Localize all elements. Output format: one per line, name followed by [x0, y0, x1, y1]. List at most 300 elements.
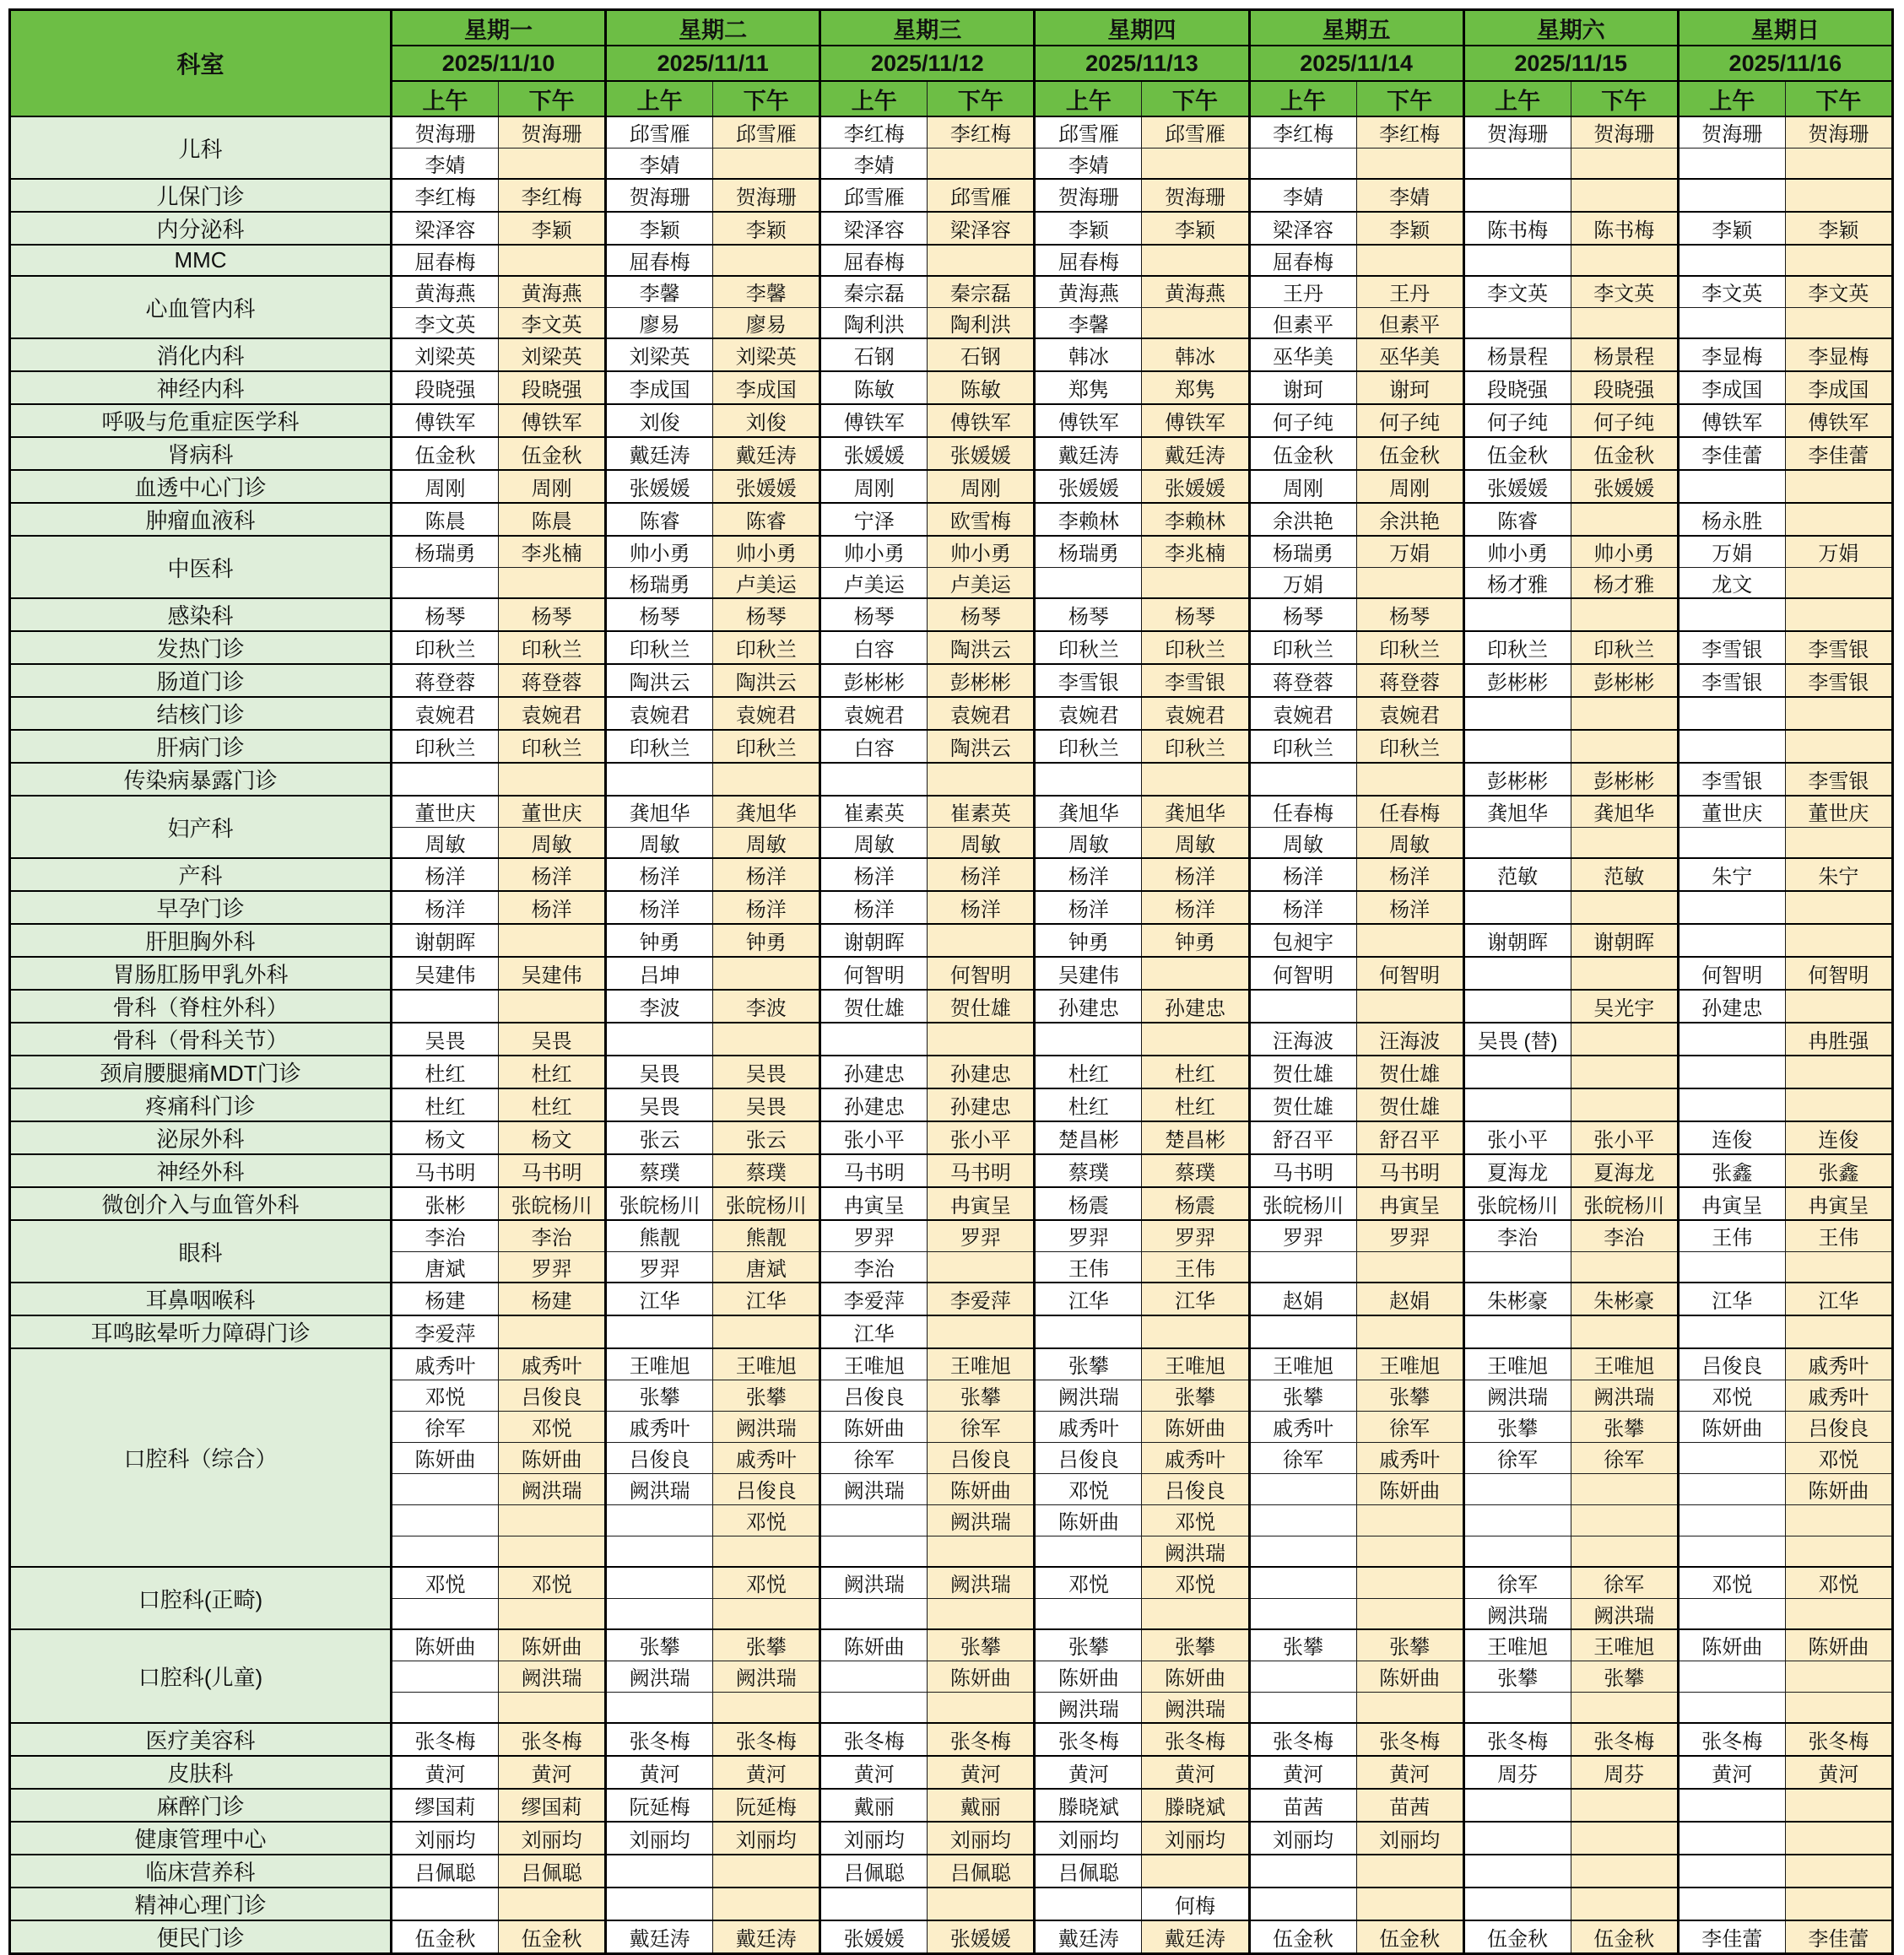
schedule-cell: 贺仕雄	[1249, 1088, 1356, 1121]
date-header-sat: 2025/11/15	[1463, 46, 1678, 81]
schedule-cell: 陈书梅	[1463, 212, 1571, 245]
schedule-cell: 罗羿	[499, 1251, 606, 1283]
schedule-cell: 周敏	[713, 827, 820, 858]
schedule-cell: 伍金秋	[1356, 1920, 1463, 1954]
schedule-cell	[499, 1504, 606, 1536]
schedule-cell: 印秋兰	[1249, 631, 1356, 664]
schedule-cell: 袁婉君	[606, 697, 713, 730]
schedule-cell: 吕佩聪	[928, 1855, 1035, 1887]
schedule-cell: 朱彬豪	[1571, 1283, 1678, 1315]
schedule-cell	[1356, 1504, 1463, 1536]
schedule-cell: 吴建伟	[499, 957, 606, 990]
schedule-cell: 夏海龙	[1463, 1154, 1571, 1187]
schedule-cell: 张冬梅	[820, 1723, 928, 1756]
schedule-cell: 梁泽容	[392, 212, 499, 245]
schedule-cell: 李雪银	[1035, 664, 1142, 697]
schedule-cell: 印秋兰	[1356, 730, 1463, 763]
pm-header: 下午	[713, 81, 820, 116]
schedule-cell: 彭彬彬	[1571, 664, 1678, 697]
schedule-cell: 印秋兰	[1035, 631, 1142, 664]
day-header-mon: 星期一	[392, 10, 606, 46]
schedule-cell: 冉胜强	[1785, 1023, 1892, 1056]
schedule-cell: 石钢	[820, 338, 928, 371]
schedule-cell: 贺仕雄	[1249, 1056, 1356, 1088]
pm-header: 下午	[1356, 81, 1463, 116]
schedule-cell	[1678, 598, 1785, 631]
date-header-wed: 2025/11/12	[820, 46, 1035, 81]
schedule-cell	[392, 1661, 499, 1692]
day-header-tue: 星期二	[606, 10, 820, 46]
table-row	[10, 598, 1893, 631]
schedule-cell: 彭彬彬	[1463, 664, 1571, 697]
schedule-cell: 吕佩聪	[392, 1855, 499, 1887]
schedule-cell: 张媛媛	[928, 437, 1035, 470]
schedule-cell: 何智明	[928, 957, 1035, 990]
schedule-cell	[499, 763, 606, 796]
schedule-cell	[1571, 1789, 1678, 1822]
schedule-cell: 帅小勇	[713, 536, 820, 567]
department-label: 内分泌科	[10, 212, 392, 245]
schedule-cell: 周芬	[1463, 1756, 1571, 1789]
schedule-cell: 吕俊良	[1678, 1348, 1785, 1380]
schedule-cell: 罗羿	[1249, 1220, 1356, 1251]
schedule-cell: 傅铁军	[820, 404, 928, 437]
date-header-tue: 2025/11/11	[606, 46, 820, 81]
schedule-cell	[1785, 924, 1892, 957]
schedule-cell	[1142, 567, 1249, 598]
schedule-cell	[820, 1504, 928, 1536]
am-header: 上午	[392, 81, 499, 116]
schedule-cell: 陈妍曲	[928, 1473, 1035, 1504]
schedule-cell: 何智明	[1356, 957, 1463, 990]
schedule-cell: 何梅	[1142, 1887, 1249, 1920]
schedule-cell: 张攀	[1571, 1411, 1678, 1442]
schedule-cell: 江华	[1678, 1283, 1785, 1315]
table-row	[10, 1220, 1893, 1251]
schedule-cell: 李爱萍	[820, 1283, 928, 1315]
schedule-cell: 袁婉君	[713, 697, 820, 730]
schedule-cell: 白容	[820, 631, 928, 664]
department-label: 麻醉门诊	[10, 1789, 392, 1822]
schedule-cell	[713, 957, 820, 990]
schedule-cell: 袁婉君	[928, 697, 1035, 730]
schedule-cell: 杨洋	[392, 858, 499, 891]
schedule-cell: 黄海燕	[392, 276, 499, 307]
schedule-cell	[1785, 697, 1892, 730]
schedule-cell	[1678, 148, 1785, 179]
schedule-cell: 张皖杨川	[1463, 1187, 1571, 1220]
schedule-cell: 马书明	[928, 1154, 1035, 1187]
schedule-cell: 阙洪瑞	[1463, 1380, 1571, 1411]
schedule-cell: 屈春梅	[392, 245, 499, 276]
schedule-cell: 冉寅呈	[1678, 1187, 1785, 1220]
schedule-cell: 陈妍曲	[392, 1629, 499, 1661]
schedule-cell	[820, 1661, 928, 1692]
date-header-thu: 2025/11/13	[1035, 46, 1249, 81]
schedule-cell: 李波	[606, 990, 713, 1023]
schedule-cell: 印秋兰	[1571, 631, 1678, 664]
schedule-cell: 杜红	[392, 1088, 499, 1121]
schedule-cell	[1571, 730, 1678, 763]
schedule-cell	[1678, 891, 1785, 924]
schedule-cell	[1678, 1536, 1785, 1567]
pm-header: 下午	[1142, 81, 1249, 116]
schedule-cell: 黄海燕	[1035, 276, 1142, 307]
schedule-cell	[1035, 1598, 1142, 1629]
schedule-cell	[1463, 730, 1571, 763]
schedule-cell: 黄河	[1356, 1756, 1463, 1789]
table-row	[10, 276, 1893, 307]
schedule-cell: 谢朝晖	[392, 924, 499, 957]
schedule-cell: 吕俊良	[1142, 1473, 1249, 1504]
date-header-mon: 2025/11/10	[392, 46, 606, 81]
schedule-cell	[499, 567, 606, 598]
schedule-cell: 苗茜	[1249, 1789, 1356, 1822]
schedule-cell	[713, 1023, 820, 1056]
date-header-fri: 2025/11/14	[1249, 46, 1463, 81]
schedule-cell: 戴廷涛	[1142, 1920, 1249, 1954]
schedule-cell: 张冬梅	[713, 1723, 820, 1756]
schedule-cell: 龚旭华	[713, 796, 820, 827]
schedule-cell: 李文英	[1463, 276, 1571, 307]
schedule-cell	[606, 1855, 713, 1887]
schedule-cell: 董世庆	[392, 796, 499, 827]
schedule-cell: 吴畏	[713, 1088, 820, 1121]
schedule-cell: 杨景程	[1571, 338, 1678, 371]
schedule-cell: 傅铁军	[1785, 404, 1892, 437]
schedule-cell	[1785, 1855, 1892, 1887]
schedule-cell: 邱雪雁	[1035, 116, 1142, 148]
schedule-cell	[1785, 598, 1892, 631]
schedule-cell: 张皖杨川	[713, 1187, 820, 1220]
schedule-cell: 刘丽均	[1249, 1822, 1356, 1855]
schedule-cell: 傅铁军	[499, 404, 606, 437]
schedule-cell: 李颖	[1035, 212, 1142, 245]
schedule-cell	[392, 1473, 499, 1504]
schedule-cell: 刘丽均	[928, 1822, 1035, 1855]
schedule-cell: 李成国	[1785, 371, 1892, 404]
schedule-cell	[1356, 148, 1463, 179]
schedule-cell: 杨洋	[713, 858, 820, 891]
schedule-cell	[1571, 179, 1678, 212]
schedule-cell	[606, 1598, 713, 1629]
schedule-cell: 李婧	[1249, 179, 1356, 212]
schedule-cell: 陈妍曲	[820, 1411, 928, 1442]
schedule-cell: 刘丽均	[606, 1822, 713, 1855]
schedule-cell: 孙建忠	[1142, 990, 1249, 1023]
schedule-cell: 何子纯	[1249, 404, 1356, 437]
schedule-cell: 吕俊良	[820, 1380, 928, 1411]
schedule-cell: 李成国	[606, 371, 713, 404]
schedule-cell: 蔡璞	[606, 1154, 713, 1187]
schedule-cell: 段晓强	[1571, 371, 1678, 404]
schedule-cell	[499, 1536, 606, 1567]
schedule-cell: 罗羿	[1035, 1220, 1142, 1251]
schedule-cell: 李治	[1463, 1220, 1571, 1251]
schedule-cell: 徐军	[392, 1411, 499, 1442]
schedule-cell: 黄河	[606, 1756, 713, 1789]
schedule-cell: 龙文	[1678, 567, 1785, 598]
schedule-cell: 唐斌	[392, 1251, 499, 1283]
am-header: 上午	[820, 81, 928, 116]
schedule-cell: 舒召平	[1249, 1121, 1356, 1154]
schedule-cell: 傅铁军	[392, 404, 499, 437]
schedule-cell	[1463, 1315, 1571, 1348]
schedule-cell: 戴丽	[928, 1789, 1035, 1822]
schedule-cell: 余洪艳	[1249, 503, 1356, 536]
schedule-cell: 龚旭华	[606, 796, 713, 827]
schedule-cell	[1678, 1023, 1785, 1056]
schedule-cell	[1249, 1567, 1356, 1598]
schedule-cell: 连俊	[1678, 1121, 1785, 1154]
schedule-cell	[1785, 990, 1892, 1023]
schedule-cell: 蔡璞	[1142, 1154, 1249, 1187]
schedule-cell: 张皖杨川	[1249, 1187, 1356, 1220]
schedule-cell: 赵娟	[1249, 1283, 1356, 1315]
schedule-cell: 袁婉君	[1035, 697, 1142, 730]
duty-schedule-table	[8, 8, 1894, 1955]
schedule-cell: 杜红	[1142, 1088, 1249, 1121]
schedule-cell: 周刚	[928, 470, 1035, 503]
schedule-cell: 万娟	[1249, 567, 1356, 598]
schedule-cell: 李赖林	[1035, 503, 1142, 536]
schedule-cell: 阙洪瑞	[606, 1661, 713, 1692]
schedule-cell	[1035, 1023, 1142, 1056]
schedule-cell	[1463, 891, 1571, 924]
schedule-cell: 罗羿	[1356, 1220, 1463, 1251]
schedule-cell: 伍金秋	[1249, 437, 1356, 470]
schedule-cell: 夏海龙	[1571, 1154, 1678, 1187]
schedule-cell: 江华	[713, 1283, 820, 1315]
schedule-cell: 戚秀叶	[392, 1348, 499, 1380]
schedule-cell: 陈妍曲	[1785, 1629, 1892, 1661]
schedule-cell: 杜红	[499, 1088, 606, 1121]
schedule-cell: 王伟	[1142, 1251, 1249, 1283]
table-header	[10, 10, 1893, 117]
schedule-cell: 李婧	[820, 148, 928, 179]
schedule-cell	[606, 763, 713, 796]
schedule-cell: 李成国	[713, 371, 820, 404]
schedule-cell	[820, 1598, 928, 1629]
schedule-cell: 黄河	[713, 1756, 820, 1789]
table-row	[10, 338, 1893, 371]
schedule-cell: 贺海珊	[499, 116, 606, 148]
schedule-cell: 陈睿	[606, 503, 713, 536]
schedule-cell: 戚秀叶	[606, 1411, 713, 1442]
department-label: 医疗美容科	[10, 1723, 392, 1756]
schedule-cell: 杨洋	[1356, 858, 1463, 891]
schedule-cell: 董世庆	[1678, 796, 1785, 827]
schedule-cell: 李婧	[606, 148, 713, 179]
schedule-cell: 邓悦	[499, 1567, 606, 1598]
schedule-cell: 李颖	[1356, 212, 1463, 245]
schedule-cell: 贺海珊	[1571, 116, 1678, 148]
schedule-cell: 张冬梅	[392, 1723, 499, 1756]
schedule-cell	[1571, 957, 1678, 990]
schedule-cell: 杨洋	[499, 858, 606, 891]
schedule-cell: 杨琴	[713, 598, 820, 631]
schedule-cell: 何智明	[1785, 957, 1892, 990]
schedule-cell: 印秋兰	[392, 730, 499, 763]
schedule-cell: 汪海波	[1249, 1023, 1356, 1056]
schedule-cell: 张皖杨川	[606, 1187, 713, 1220]
schedule-cell: 贺海珊	[1142, 179, 1249, 212]
department-label: 产科	[10, 858, 392, 891]
schedule-cell	[606, 1536, 713, 1567]
schedule-cell: 马书明	[1249, 1154, 1356, 1187]
schedule-cell: 戴廷涛	[1035, 437, 1142, 470]
schedule-cell: 杨洋	[1142, 858, 1249, 891]
schedule-cell	[1463, 990, 1571, 1023]
schedule-cell: 印秋兰	[499, 631, 606, 664]
schedule-cell: 谢珂	[1356, 371, 1463, 404]
schedule-cell: 张攀	[1035, 1348, 1142, 1380]
schedule-cell	[713, 1315, 820, 1348]
schedule-cell: 李婧	[1035, 148, 1142, 179]
schedule-cell: 邓悦	[1678, 1380, 1785, 1411]
schedule-cell: 陈妍曲	[1035, 1661, 1142, 1692]
schedule-cell: 印秋兰	[1356, 631, 1463, 664]
schedule-cell: 余洪艳	[1356, 503, 1463, 536]
schedule-cell: 杨才雅	[1571, 567, 1678, 598]
schedule-cell: 张小平	[928, 1121, 1035, 1154]
schedule-cell	[713, 1536, 820, 1567]
schedule-cell: 万娟	[1785, 536, 1892, 567]
schedule-cell: 杨琴	[1035, 598, 1142, 631]
schedule-cell: 蒋登蓉	[1356, 664, 1463, 697]
schedule-cell: 黄河	[1249, 1756, 1356, 1789]
schedule-cell	[928, 1887, 1035, 1920]
schedule-cell: 张冬梅	[1356, 1723, 1463, 1756]
schedule-cell: 张攀	[928, 1380, 1035, 1411]
schedule-cell	[1678, 1504, 1785, 1536]
schedule-cell	[606, 1504, 713, 1536]
schedule-cell: 张鑫	[1785, 1154, 1892, 1187]
schedule-cell: 刘丽均	[499, 1822, 606, 1855]
department-label: 感染科	[10, 598, 392, 631]
department-label: 临床营养科	[10, 1855, 392, 1887]
schedule-cell: 李雪银	[1678, 664, 1785, 697]
schedule-cell	[1356, 245, 1463, 276]
schedule-cell: 贺海珊	[606, 179, 713, 212]
schedule-cell	[499, 1598, 606, 1629]
day-header-thu: 星期四	[1035, 10, 1249, 46]
schedule-cell: 杨景程	[1463, 338, 1571, 371]
schedule-cell: 阙洪瑞	[1035, 1692, 1142, 1723]
schedule-cell: 张小平	[1463, 1121, 1571, 1154]
schedule-cell: 陈妍曲	[1356, 1661, 1463, 1692]
schedule-cell	[1035, 1315, 1142, 1348]
schedule-cell: 杨琴	[1249, 598, 1356, 631]
schedule-cell	[1571, 1251, 1678, 1283]
am-header: 上午	[1678, 81, 1785, 116]
schedule-cell	[1249, 1315, 1356, 1348]
schedule-cell: 刘俊	[713, 404, 820, 437]
schedule-cell	[1249, 1598, 1356, 1629]
department-label: 胃肠肛肠甲乳外科	[10, 957, 392, 990]
schedule-cell: 李爱萍	[928, 1283, 1035, 1315]
schedule-cell: 梁泽容	[1249, 212, 1356, 245]
table-row	[10, 1887, 1893, 1920]
schedule-cell: 陈敏	[928, 371, 1035, 404]
schedule-cell: 陈妍曲	[1785, 1473, 1892, 1504]
schedule-cell: 梁泽容	[820, 212, 928, 245]
schedule-cell	[499, 924, 606, 957]
department-label: 肝胆胸外科	[10, 924, 392, 957]
schedule-cell: 宁泽	[820, 503, 928, 536]
schedule-cell: 李赖林	[1142, 503, 1249, 536]
schedule-cell: 董世庆	[499, 796, 606, 827]
schedule-cell: 龚旭华	[1463, 796, 1571, 827]
schedule-cell: 吕俊良	[606, 1442, 713, 1473]
schedule-cell	[1678, 1855, 1785, 1887]
schedule-cell: 陶洪云	[606, 664, 713, 697]
department-label: 血透中心门诊	[10, 470, 392, 503]
schedule-cell: 秦宗磊	[928, 276, 1035, 307]
schedule-cell: 张媛媛	[820, 437, 928, 470]
schedule-cell: 周敏	[499, 827, 606, 858]
schedule-cell: 陈敏	[820, 371, 928, 404]
schedule-cell	[1356, 1598, 1463, 1629]
schedule-cell: 张冬梅	[606, 1723, 713, 1756]
schedule-cell: 邓悦	[1142, 1504, 1249, 1536]
schedule-cell: 陈晨	[392, 503, 499, 536]
schedule-cell	[1463, 1088, 1571, 1121]
table-row	[10, 1822, 1893, 1855]
schedule-cell: 邓悦	[392, 1567, 499, 1598]
schedule-cell: 杜红	[499, 1056, 606, 1088]
schedule-cell	[1678, 1789, 1785, 1822]
schedule-cell: 蒋登蓉	[1249, 664, 1356, 697]
table-row	[10, 245, 1893, 276]
pm-header: 下午	[1785, 81, 1892, 116]
schedule-cell	[1785, 148, 1892, 179]
schedule-cell	[1678, 1251, 1785, 1283]
schedule-cell: 杨洋	[820, 858, 928, 891]
schedule-cell	[1678, 697, 1785, 730]
schedule-cell	[1463, 148, 1571, 179]
schedule-cell: 阙洪瑞	[1142, 1692, 1249, 1723]
schedule-cell	[1463, 697, 1571, 730]
schedule-cell: 任春梅	[1249, 796, 1356, 827]
department-label: 疼痛科门诊	[10, 1088, 392, 1121]
department-label: 呼吸与危重症医学科	[10, 404, 392, 437]
schedule-cell: 帅小勇	[928, 536, 1035, 567]
schedule-cell: 楚昌彬	[1142, 1121, 1249, 1154]
table-row	[10, 1187, 1893, 1220]
schedule-cell: 李雪银	[1678, 763, 1785, 796]
schedule-cell: 孙建忠	[928, 1056, 1035, 1088]
schedule-cell: 傅铁军	[1142, 404, 1249, 437]
schedule-cell	[1463, 307, 1571, 338]
schedule-cell: 孙建忠	[1035, 990, 1142, 1023]
schedule-cell: 冉寅呈	[1356, 1187, 1463, 1220]
schedule-cell: 戚秀叶	[1035, 1411, 1142, 1442]
schedule-cell: 马书明	[820, 1154, 928, 1187]
schedule-cell: 王唯旭	[1356, 1348, 1463, 1380]
schedule-cell: 周刚	[820, 470, 928, 503]
schedule-cell: 杨洋	[1142, 891, 1249, 924]
schedule-cell: 杨瑞勇	[392, 536, 499, 567]
schedule-cell: 李颖	[1785, 212, 1892, 245]
schedule-cell: 杜红	[1035, 1088, 1142, 1121]
table-row	[10, 1088, 1893, 1121]
schedule-cell: 陈睿	[1463, 503, 1571, 536]
schedule-cell: 戴廷涛	[1035, 1920, 1142, 1954]
schedule-cell: 印秋兰	[499, 730, 606, 763]
schedule-cell: 陈妍曲	[1678, 1629, 1785, 1661]
table-row	[10, 858, 1893, 891]
